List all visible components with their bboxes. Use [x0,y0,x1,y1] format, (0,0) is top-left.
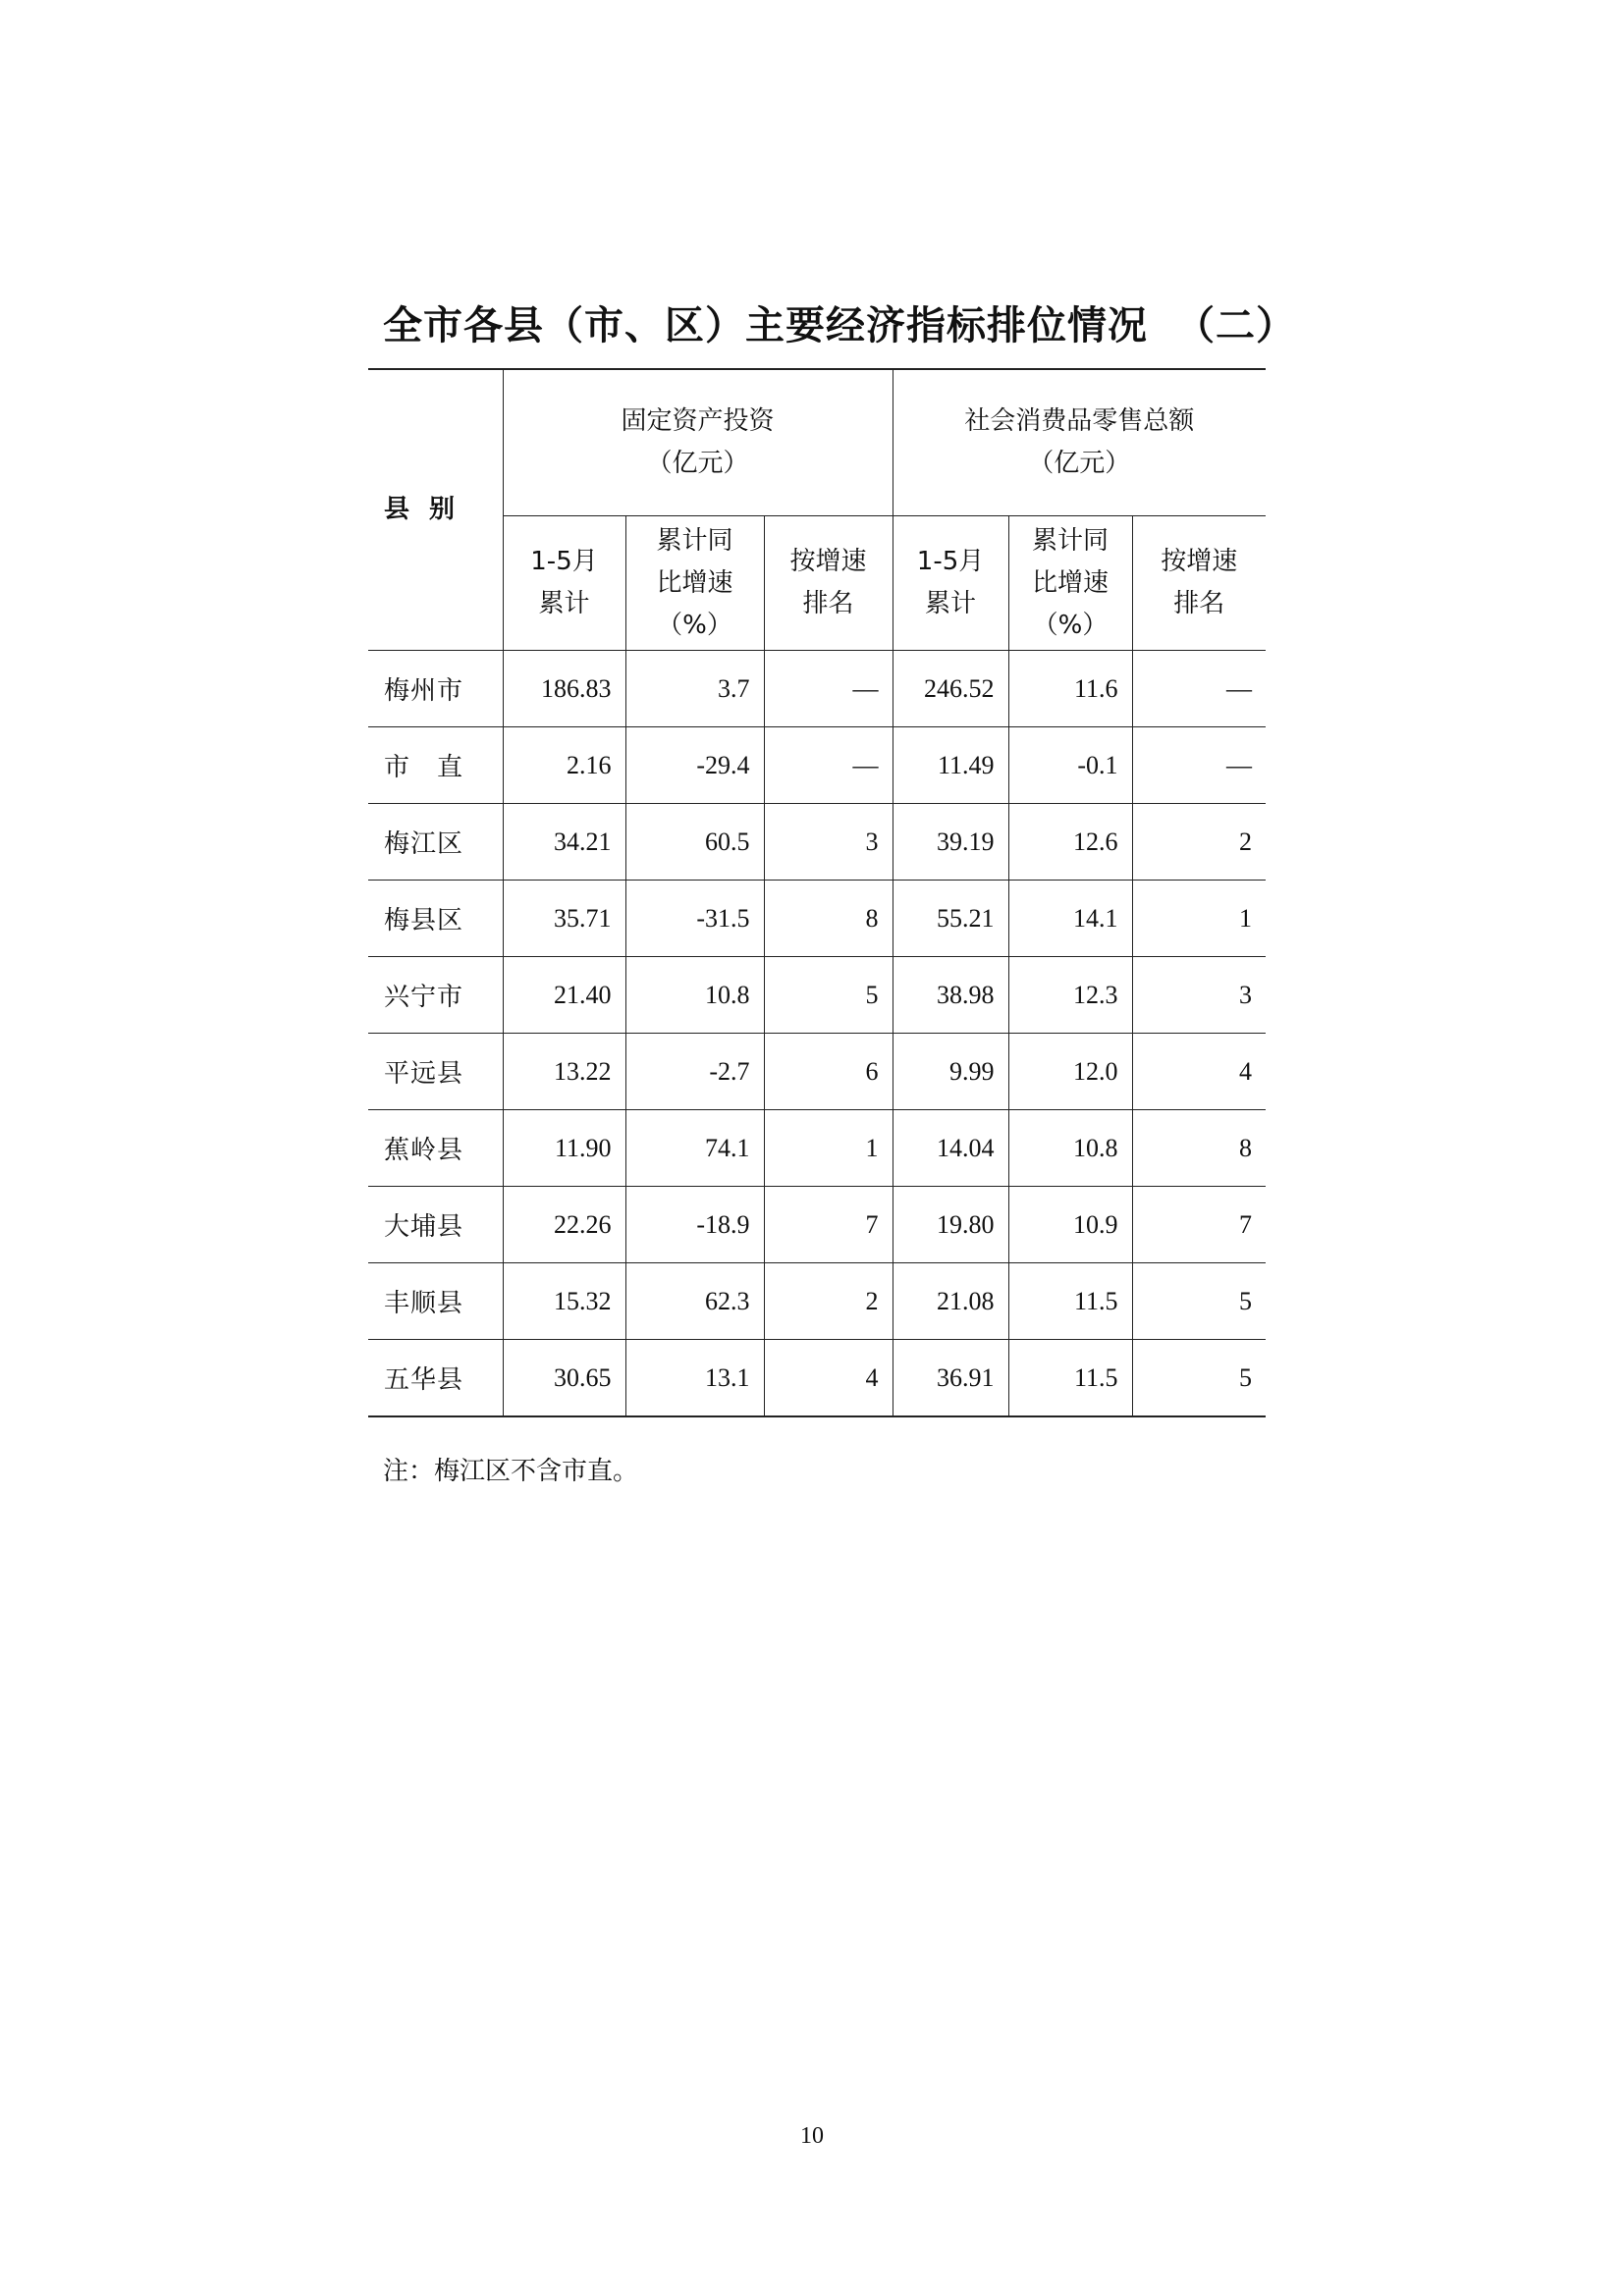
header-line: 累计同 [656,525,733,556]
table-cell: 10.9 [1008,1187,1132,1263]
header-line: 按增速 [789,547,867,576]
table-cell: 38.98 [893,957,1008,1034]
table-row [368,1340,1266,1417]
table-row [368,957,1266,1034]
row-county-name: 大埔县 [368,1187,503,1263]
table-cell: 246.52 [893,651,1008,727]
table-cell: 1 [764,1110,893,1187]
table-cell: 3.7 [625,651,764,727]
group-unit: （亿元） [646,449,749,478]
table-cell: 11.90 [503,1110,625,1187]
group-name: 社会消费品零售总额 [964,406,1195,436]
group-header-retail-sales [893,369,1266,516]
title-main: 全市各县（市、区）主要经济指标排位情况 [383,303,1148,348]
header-line: 1-5月 [530,547,598,576]
col-header-investment-cumulative [503,516,625,651]
title-suffix: （二） [1175,303,1296,348]
table-cell: 15.32 [503,1263,625,1340]
table-cell: 11.49 [893,727,1008,804]
header-line: 比增速 [1032,567,1110,598]
table-cell: 11.5 [1008,1263,1132,1340]
table-cell: -18.9 [625,1187,764,1263]
table-cell: 10.8 [625,957,764,1034]
table-cell: 21.08 [893,1263,1008,1340]
table-cell: 5 [1132,1263,1266,1340]
table-cell: -31.5 [625,881,764,957]
row-county-name: 梅州市 [368,651,503,727]
table-cell: 14.04 [893,1110,1008,1187]
table-cell: 12.3 [1008,957,1132,1034]
header-line: 排名 [1173,589,1225,618]
row-county-name: 兴宁市 [368,957,503,1034]
table-cell: 7 [1132,1187,1266,1263]
header-line: （%） [1032,610,1109,640]
table-cell: 11.5 [1008,1340,1132,1417]
table-cell: 13.22 [503,1034,625,1110]
table-cell: 14.1 [1008,881,1132,957]
row-county-name: 蕉岭县 [368,1110,503,1187]
col-header-investment-rank [764,516,893,651]
table-cell: 10.8 [1008,1110,1132,1187]
table-row [368,881,1266,957]
indicator-table [368,368,1266,1417]
table-cell: — [764,727,893,804]
header-line: 累计 [538,589,590,618]
group-unit: （亿元） [1028,449,1131,478]
group-name: 固定资产投资 [621,406,775,436]
table-cell: 2 [764,1263,893,1340]
group-header-investment [503,369,893,516]
table-cell: 9.99 [893,1034,1008,1110]
table-cell: 12.6 [1008,804,1132,881]
header-line: 累计同 [1032,525,1110,556]
table-cell: 74.1 [625,1110,764,1187]
table-row [368,1187,1266,1263]
header-line: 1-5月 [916,547,985,576]
col-header-retail-rank [1132,516,1266,651]
table-cell: — [1132,651,1266,727]
col-header-investment-growth [625,516,764,651]
table-row [368,1110,1266,1187]
table-row [368,651,1266,727]
table-row [368,1034,1266,1110]
table-cell: 39.19 [893,804,1008,881]
col-header-retail-growth [1008,516,1132,651]
table-cell: 8 [764,881,893,957]
table-cell: -29.4 [625,727,764,804]
table-cell: 4 [764,1340,893,1417]
table-cell: 12.0 [1008,1034,1132,1110]
table-cell: 186.83 [503,651,625,727]
table-cell: 60.5 [625,804,764,881]
county-header: 县别 [368,369,503,651]
table-cell: 2.16 [503,727,625,804]
table-cell: 5 [1132,1340,1266,1417]
page-title [383,294,1296,350]
table-cell: 13.1 [625,1340,764,1417]
table-cell: 62.3 [625,1263,764,1340]
row-county-name: 市 直 [368,727,503,804]
header-line: （%） [657,610,732,640]
table-cell: 21.40 [503,957,625,1034]
table-note: 注：梅江区不含市直。 [383,1457,639,1486]
table-row [368,804,1266,881]
table-cell: 55.21 [893,881,1008,957]
row-county-name: 梅江区 [368,804,503,881]
header-line: 按增速 [1161,547,1238,576]
table-cell: -2.7 [625,1034,764,1110]
table-cell: 34.21 [503,804,625,881]
table-cell: 5 [764,957,893,1034]
row-county-name: 梅县区 [368,881,503,957]
row-county-name: 丰顺县 [368,1263,503,1340]
table-row [368,1263,1266,1340]
row-county-name: 平远县 [368,1034,503,1110]
table-cell: — [1132,727,1266,804]
table-cell: 11.6 [1008,651,1132,727]
row-county-name: 五华县 [368,1340,503,1417]
header-line: 累计 [925,589,977,618]
table-cell: 30.65 [503,1340,625,1417]
table-cell: 8 [1132,1110,1266,1187]
table-cell: 19.80 [893,1187,1008,1263]
table-cell: 3 [764,804,893,881]
header-row-columns [368,516,1266,651]
table-cell: 1 [1132,881,1266,957]
table-cell: 36.91 [893,1340,1008,1417]
table-cell: 35.71 [503,881,625,957]
table-cell: 2 [1132,804,1266,881]
table-row [368,727,1266,804]
page-number: 10 [800,2123,824,2149]
table-cell: 3 [1132,957,1266,1034]
table-cell: -0.1 [1008,727,1132,804]
table-cell: 4 [1132,1034,1266,1110]
table-cell: 6 [764,1034,893,1110]
table-body [368,651,1266,1417]
header-line: 排名 [802,589,854,618]
table-cell: 22.26 [503,1187,625,1263]
table-cell: — [764,651,893,727]
header-line: 比增速 [656,567,733,598]
table-cell: 7 [764,1187,893,1263]
header-row-groups [368,369,1266,516]
col-header-retail-cumulative [893,516,1008,651]
